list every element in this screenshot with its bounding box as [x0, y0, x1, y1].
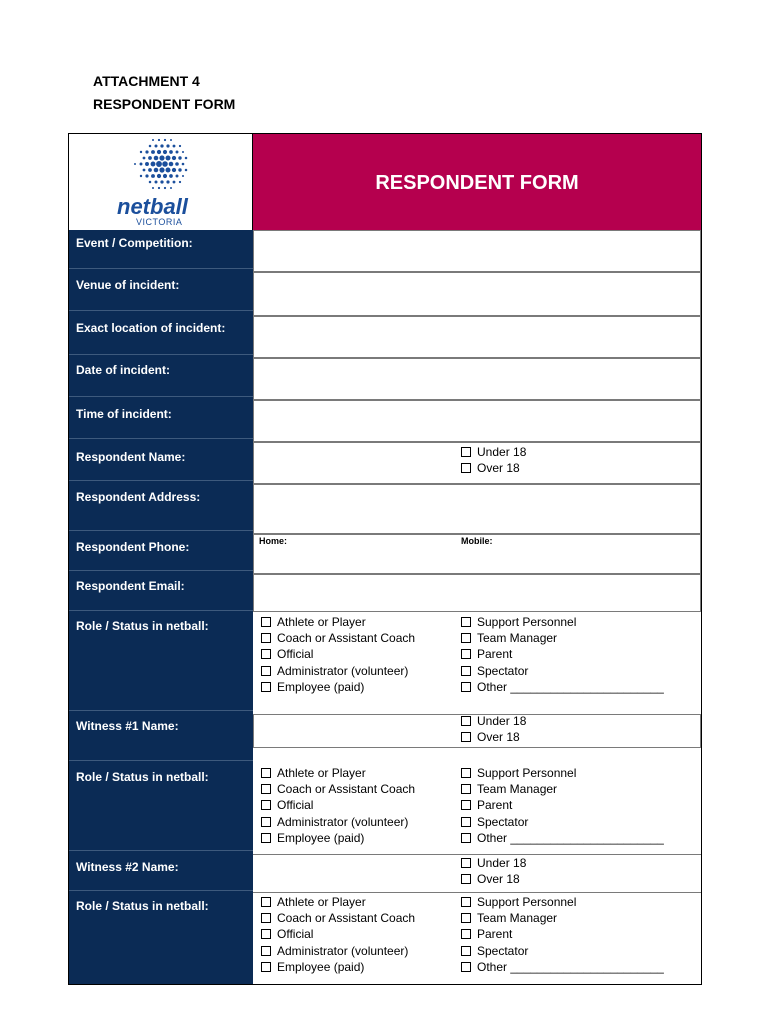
attachment-heading: ATTACHMENT 4: [93, 73, 200, 89]
checkbox-over-18[interactable]: Over 18: [461, 871, 526, 887]
role-3-left-options: [261, 894, 415, 975]
checkbox-under-18[interactable]: Under 18: [461, 855, 526, 871]
label-time: Time of incident:: [76, 407, 172, 421]
checkbox-spectator[interactable]: Spectator: [461, 814, 664, 830]
checkbox-athlete[interactable]: Athlete or Player: [261, 765, 415, 781]
checkbox-under-18[interactable]: Under 18: [461, 713, 526, 729]
checkbox-parent[interactable]: Parent: [461, 797, 664, 813]
label-role-2: Role / Status in netball:: [76, 770, 209, 784]
address-field[interactable]: [253, 484, 701, 534]
checkbox-administrator[interactable]: Administrator (volunteer): [261, 814, 415, 830]
checkbox-other[interactable]: Other _______________________: [461, 959, 664, 975]
checkbox-athlete[interactable]: Athlete or Player: [261, 614, 415, 630]
event-field[interactable]: [253, 230, 701, 272]
time-field[interactable]: [253, 400, 701, 442]
label-witness-2: Witness #2 Name:: [76, 860, 179, 874]
phone-mobile-label: Mobile:: [461, 536, 493, 546]
label-witness-1: Witness #1 Name:: [76, 719, 179, 733]
form-heading: RESPONDENT FORM: [93, 96, 236, 112]
logo-subtitle: VICTORIA: [136, 217, 183, 227]
respondent-age-options: [461, 444, 526, 476]
checkbox-support-personnel[interactable]: Support Personnel: [461, 894, 664, 910]
email-field[interactable]: [253, 574, 701, 612]
witness-1-age-options: [461, 713, 526, 745]
witness-2-age-options: [461, 855, 526, 887]
role-1-right-options: [461, 614, 664, 695]
venue-field[interactable]: [253, 272, 701, 316]
checkbox-coach[interactable]: Coach or Assistant Coach: [261, 910, 415, 926]
title-banner: [253, 134, 701, 230]
label-email: Respondent Email:: [76, 579, 185, 593]
checkbox-official[interactable]: Official: [261, 797, 415, 813]
checkbox-coach[interactable]: Coach or Assistant Coach: [261, 630, 415, 646]
checkbox-support-personnel[interactable]: Support Personnel: [461, 614, 664, 630]
checkbox-athlete[interactable]: Athlete or Player: [261, 894, 415, 910]
checkbox-team-manager[interactable]: Team Manager: [461, 781, 664, 797]
role-2-left-options: [261, 765, 415, 846]
date-field[interactable]: [253, 358, 701, 400]
checkbox-employee[interactable]: Employee (paid): [261, 959, 415, 975]
logo-wordmark: netball: [117, 194, 188, 219]
checkbox-employee[interactable]: Employee (paid): [261, 830, 415, 846]
form-title: RESPONDENT FORM: [375, 171, 579, 194]
checkbox-other[interactable]: Other _______________________: [461, 679, 664, 695]
role-1-left-options: [261, 614, 415, 695]
label-address: Respondent Address:: [76, 490, 201, 504]
checkbox-other[interactable]: Other _______________________: [461, 830, 664, 846]
label-location: Exact location of incident:: [76, 321, 226, 335]
checkbox-over-18[interactable]: Over 18: [461, 460, 526, 476]
label-venue: Venue of incident:: [76, 278, 180, 292]
checkbox-over-18[interactable]: Over 18: [461, 729, 526, 745]
respondent-form: [68, 133, 702, 985]
label-role-3: Role / Status in netball:: [76, 899, 209, 913]
label-role-1: Role / Status in netball:: [76, 619, 209, 633]
checkbox-under-18[interactable]: Under 18: [461, 444, 526, 460]
logo-cell: [69, 134, 253, 230]
checkbox-official[interactable]: Official: [261, 646, 415, 662]
role-2-right-options: [461, 765, 664, 846]
label-phone: Respondent Phone:: [76, 540, 190, 554]
phone-home-label: Home:: [259, 536, 288, 546]
checkbox-official[interactable]: Official: [261, 926, 415, 942]
checkbox-team-manager[interactable]: Team Manager: [461, 910, 664, 926]
label-date: Date of incident:: [76, 363, 171, 377]
checkbox-team-manager[interactable]: Team Manager: [461, 630, 664, 646]
label-name: Respondent Name:: [76, 450, 186, 464]
checkbox-spectator[interactable]: Spectator: [461, 943, 664, 959]
checkbox-coach[interactable]: Coach or Assistant Coach: [261, 781, 415, 797]
location-field[interactable]: [253, 316, 701, 358]
role-3-right-options: [461, 894, 664, 975]
checkbox-administrator[interactable]: Administrator (volunteer): [261, 943, 415, 959]
checkbox-spectator[interactable]: Spectator: [461, 663, 664, 679]
checkbox-administrator[interactable]: Administrator (volunteer): [261, 663, 415, 679]
checkbox-support-personnel[interactable]: Support Personnel: [461, 765, 664, 781]
label-column: [69, 230, 253, 984]
label-event: Event / Competition:: [76, 236, 193, 250]
checkbox-parent[interactable]: Parent: [461, 926, 664, 942]
checkbox-employee[interactable]: Employee (paid): [261, 679, 415, 695]
netball-logo-icon: [69, 134, 253, 230]
checkbox-parent[interactable]: Parent: [461, 646, 664, 662]
